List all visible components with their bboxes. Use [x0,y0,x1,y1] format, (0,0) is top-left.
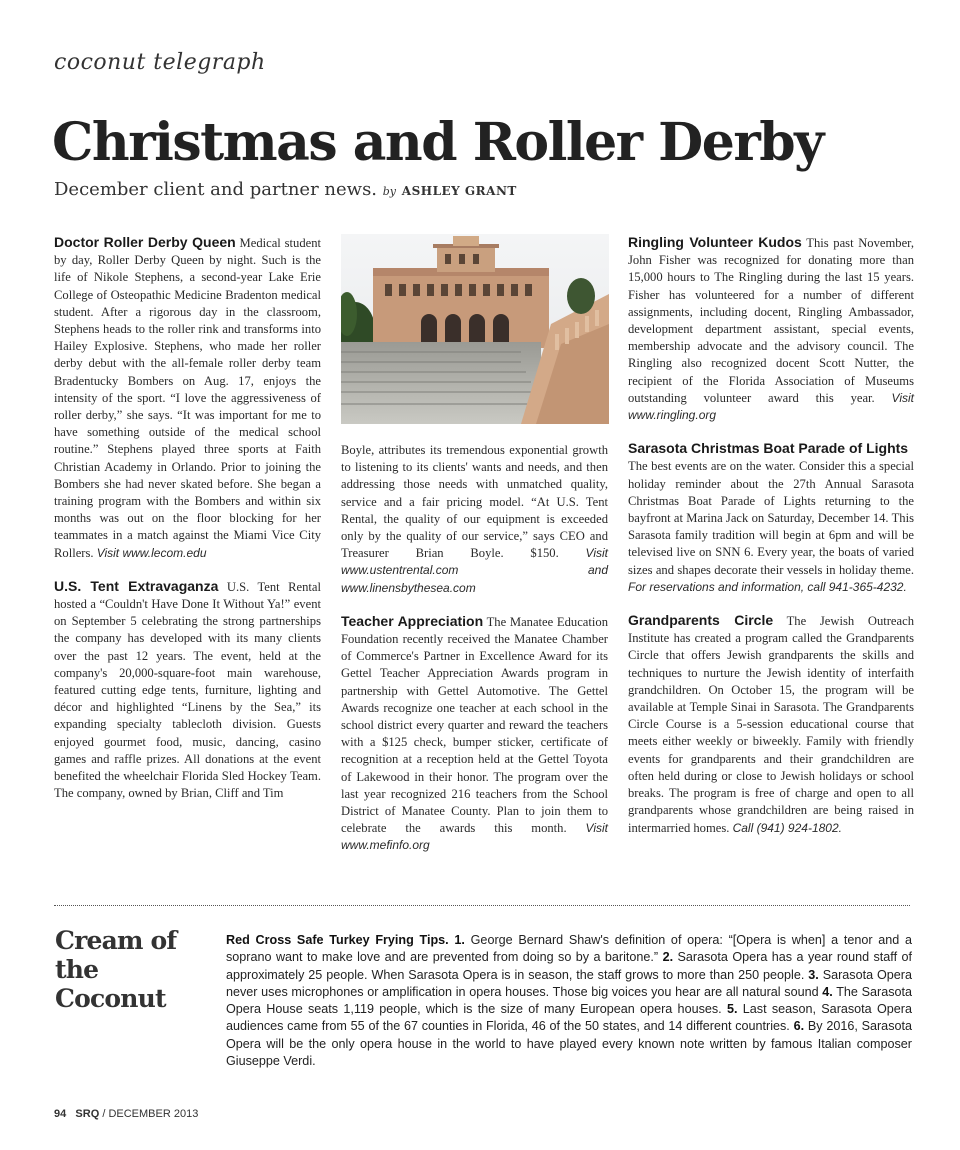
cream-title-line: Cream of [55,926,177,955]
page-number: 94 [54,1108,67,1120]
article-body: The Jewish Outreach Institute has created a program called the Grandparents Circle that offers Jewish grandparents the skills and techniques to nurture the Jewish identity of interfaith grandchildren. On October 15, the program will be available at Temple Sinai in Sarasota. The Grandparents Circle Course is a 5-session educational course that meets either weekly or biweekly. Family with friendly events for grandparents and their grandchildren are often held during or close to Jewish holidays or school breaks. The program is free of charge and open to all grandparents whose grandchildren are being raised in intermarried homes. [628,614,914,835]
article-heading: Sarasota Christmas Boat Parade of Lights [628,440,909,457]
article-boat-parade [628,440,914,596]
cream-item-text: Sarasota Opera has a year round staff of approximately 25 people. When Sarasota Opera is in season, the staff grows to more than 250 people. [226,950,913,982]
headline: Christmas and Roller Derby [52,112,823,173]
article-roller-derby [54,234,321,562]
deck-text: December client and partner news. [54,179,378,200]
footer-separator: / [102,1108,106,1120]
article-heading: Grandparents Circle [628,612,774,629]
cream-of-the-coconut-title [55,926,215,1013]
article-link[interactable]: Visit www.lecom.edu [96,545,207,560]
page-footer [54,1108,198,1120]
author-name: ASHLEY GRANT [401,184,517,198]
article-link[interactable]: Visit www.ustentrental.com and www.linensbythesea.com [341,546,608,595]
cream-item-text: Last season, Sarasota Opera audiences came from 55 of the 67 counties in Florida, 46 of the 50 states, and 14 different countries. [226,1002,912,1034]
cream-title-line: the Coconut [55,955,166,1013]
ca-d-zan-mansion-photo [341,234,609,424]
article-heading: Teacher Appreciation [341,612,484,629]
magazine-name: SRQ [75,1108,100,1120]
article-heading: Ringling Volunteer Kudos [628,234,802,250]
article-body: Boyle, attributes its tremendous exponential growth to listening to its clients' wants and needs, and then addressing those needs with unmatched quality, service and a fair pricing model. “At U.S. Tent Rental, the quality of our equipment is exceeded only by the quality of our service,” says CEO and Treasurer Brian Boyle. $150. [341,443,608,561]
cream-item-text: Sarasota Opera never uses microphones or amplification in opera houses. Those big voices you hear are all natural sound [226,967,913,999]
article-body: U.S. Tent Rental hosted a “Couldn't Have Done It Without Ya!” event on September 5 celebrating the strong partnerships the company has developed with its many clients over the past 12 years. The event, held at the company's 20,000-square-foot main warehouse, featured cutting edge tents, furniture, lighting and décor and highlighted “Linens by the Sea,” its expanding specialty tablecloth division. Guests enjoyed gourmet food, music, dancing, casino games and raffle prizes. All donations at the event benefited the wheelchair Florida Sled Hockey Team. The company, owned by Brian, Cliff and Tim [54,579,321,801]
cream-item-number: 6. [793,1019,805,1034]
article-ringling [628,234,914,424]
article-heading: U.S. Tent Extravaganza [54,577,219,594]
article-body: The Manatee Education Foundation recently received the Manatee Chamber of Commerce's Partner in Excellence Award for its Gettel Teacher Appreciation Awards program in partnership with Gettel Automotive. The Gettel Awards recognize one teacher at each school in the school district every quarter and reward the teachers with a $125 check, bumper sticker, certificate of recognition at a reception held at the Gettel Toyota of Lakewood in their honor. The program over the last year recognized 216 teachers from the School District of Manatee County. Plan to join them to celebrate the awards this month. [341,614,608,836]
article-link[interactable]: Visit www.ringling.org [628,390,914,423]
column-middle [341,442,608,855]
article-grandparents [628,612,914,837]
section-divider [54,905,910,906]
cream-item-text: George Bernard Shaw's definition of opera: “[Opera is when] a tenor and a soprano want to make love and are prevented from doing so by a baritone.” [226,933,913,965]
cream-item-text: The Sarasota Opera House seats 1,119 people, which is the size of many European opera houses. [226,984,913,1017]
article-link: Call (941) 924-1802. [732,820,842,835]
section-label: coconut telegraph [54,50,266,75]
cream-item-number: 1. [454,933,465,947]
issue-date: DECEMBER 2013 [108,1108,199,1120]
article-teacher [341,613,608,855]
article-tent-continued [341,442,608,597]
deck [54,179,517,200]
article-body: Medical student by day, Roller Derby Queen by night. Such is the life of Nikole Stephens, a second-year Lake Erie College of Osteopathic Medicine Bradenton medical student. After a rigorous day in the classroom, Stephens heads to the roller rink and transforms into Hailey Explosive. Stephens, who made her roller derby debut with the all-female roller derby team Bradentucky Bombers on Aug. 17, enjoys the intensity of the sport. “I love the aggressiveness of roller derby,” she says. “It was important for me to have something outside of the medical school routine.” Stephens played three sports at Faith Christian Academy in Orlando. Prior to joining the Bombers she had never skated before. She began a training program with the Bombers and within six months was out on the floor blocking for her teammates in a match against the Miami Vice City Rollers. [54,236,322,560]
column-right [628,234,914,837]
article-link: For reservations and information, call 941-365-4232. [628,579,907,594]
cream-item-text: By 2016, Sarasota Opera will be the only opera house in the world to have played every known note written by famous Italian composer Giuseppe Verdi. [226,1019,912,1069]
article-body: The best events are on the water. Consider this a special holiday reminder about the 27th Annual Sarasota Christmas Boat Parade of Lights returning to the bayfront at Marina Jack on Saturday, December 14. This Sarasota family tradition will begin at 6pm and will be televised live on SNN 6. Every year, the boats of varied sizes and shapes decorate their vessels in holiday theme. [628,459,914,577]
article-heading: Doctor Roller Derby Queen [54,234,236,250]
article-tent [54,578,321,803]
cream-heading: Red Cross Safe Turkey Frying Tips. [226,933,449,947]
article-body: This past November, John Fisher was recognized for donating more than 15,000 hours to The Ringling during the last 15 years. Fisher has volunteered for a number of different assignments, including docent, Ringling Ambassador, development department assistant, special events, membership advocate and the advisory council. The Ringling also recognized docent Scott Nutter, the recipient of the Florida Association of Museums outstanding volunteer award this year. [628,236,915,405]
deck-by: by [382,185,397,198]
article-link[interactable]: Visit www.mefinfo.org [341,821,608,853]
cream-item-number: 2. [662,950,674,965]
cream-item-number: 4. [822,984,833,999]
cream-item-number: 5. [726,1002,738,1017]
cream-item-number: 3. [808,967,819,982]
column-left [54,234,321,803]
cream-of-the-coconut-body [226,932,912,1070]
